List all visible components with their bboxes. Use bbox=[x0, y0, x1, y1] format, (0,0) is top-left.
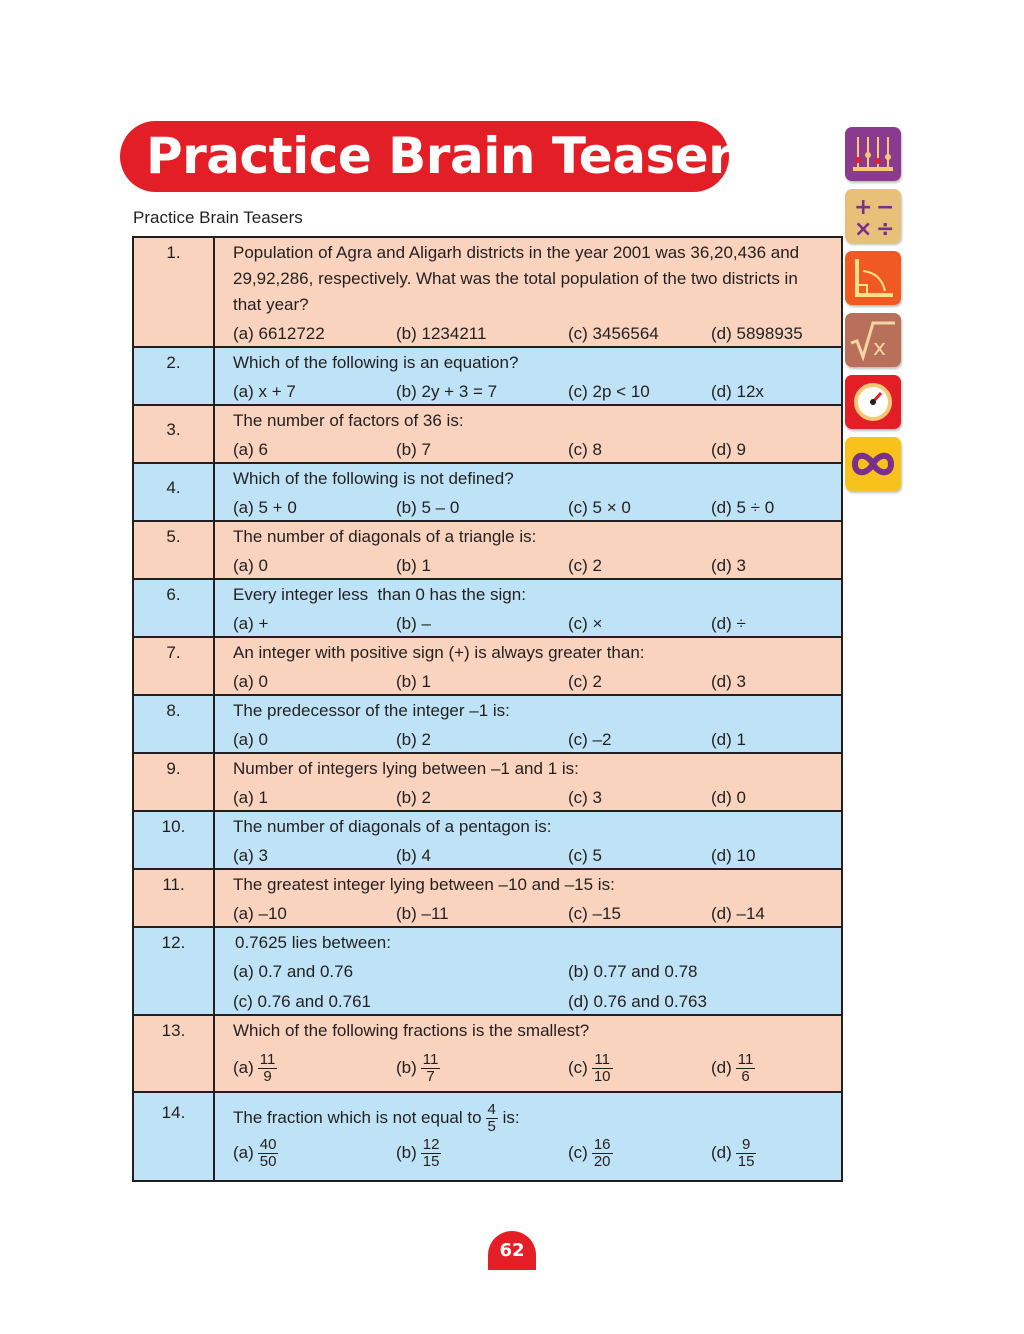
fraction: $\frac{11}{6}$ bbox=[737, 1051, 754, 1086]
option-row bbox=[233, 990, 835, 1014]
option-c[interactable]: (c) $\frac{11}{10}$ bbox=[568, 1051, 611, 1086]
option-c[interactable]: (c) 2p < 10 bbox=[568, 382, 650, 401]
option-c[interactable]: (c) –15 bbox=[568, 904, 621, 923]
svg-text:÷: ÷ bbox=[876, 217, 895, 242]
question-number: 9. bbox=[166, 759, 181, 778]
option-row bbox=[233, 786, 835, 810]
option-b[interactable]: (b) 2 bbox=[396, 730, 431, 749]
option-b[interactable]: (b) 0.77 and 0.78 bbox=[568, 962, 698, 981]
option-b[interactable]: (b) 1234211 bbox=[396, 324, 487, 343]
square-root-icon bbox=[845, 313, 901, 367]
option-d[interactable]: (d) 1 bbox=[711, 730, 746, 749]
option-a[interactable]: (a) x + 7 bbox=[233, 382, 296, 401]
question-text: that year? bbox=[233, 295, 309, 314]
question-text: The greatest integer lying between –10 and –15 is: bbox=[233, 875, 615, 894]
option-c[interactable]: (c) × bbox=[568, 614, 603, 633]
question-number: 11. bbox=[162, 875, 185, 894]
option-row bbox=[233, 1135, 835, 1171]
question-text: The number of factors of 36 is: bbox=[233, 411, 464, 430]
question-text: The number of diagonals of a triangle is: bbox=[233, 527, 537, 546]
option-d[interactable]: (d) 10 bbox=[711, 846, 756, 865]
fraction: $\frac{9}{15}$ bbox=[737, 1136, 755, 1171]
question-row bbox=[134, 1014, 841, 1091]
option-a[interactable]: (a) 6612722 bbox=[233, 324, 325, 343]
option-c[interactable]: (c) 2 bbox=[568, 672, 602, 691]
option-a[interactable]: (a) 0 bbox=[233, 672, 268, 691]
question-number: 7. bbox=[166, 643, 181, 662]
question-text: An integer with positive sign (+) is always greater than: bbox=[233, 643, 645, 662]
option-d[interactable]: (d) 3 bbox=[711, 556, 746, 575]
option-a[interactable]: (a) $\frac{11}{9}$ bbox=[233, 1051, 276, 1086]
question-text: The predecessor of the integer –1 is: bbox=[233, 701, 510, 720]
option-d[interactable]: (d) ÷ bbox=[711, 614, 746, 633]
option-d[interactable]: (d) 0.76 and 0.763 bbox=[568, 992, 707, 1011]
question-text: Which of the following is not defined? bbox=[233, 469, 514, 488]
title-banner bbox=[120, 121, 762, 192]
question-text: Which of the following fractions is the smallest? bbox=[233, 1021, 590, 1040]
question-row bbox=[134, 868, 841, 926]
infinity-icon bbox=[845, 437, 901, 491]
question-row bbox=[134, 578, 841, 636]
option-row bbox=[233, 322, 835, 346]
option-d[interactable]: (d) 5 ÷ 0 bbox=[711, 498, 775, 517]
question-number: 10. bbox=[161, 817, 186, 836]
option-c[interactable]: (c) $\frac{16}{20}$ bbox=[568, 1136, 611, 1171]
option-row bbox=[233, 960, 835, 984]
option-b[interactable]: (b) 5 – 0 bbox=[396, 498, 460, 517]
question-text: Which of the following is an equation? bbox=[233, 353, 519, 372]
question-row bbox=[134, 1091, 841, 1180]
option-row bbox=[233, 380, 835, 404]
arithmetic-operators-icon bbox=[845, 189, 901, 243]
option-row bbox=[233, 1050, 835, 1086]
option-b[interactable]: (b) $\frac{11}{7}$ bbox=[396, 1051, 439, 1086]
fraction: $\frac{11}{10}$ bbox=[593, 1051, 611, 1086]
abacus-icon bbox=[845, 127, 901, 181]
question-text: 29,92,286, respectively. What was the total population of the two districts in bbox=[233, 269, 798, 288]
option-a[interactable]: (a) 5 + 0 bbox=[233, 498, 297, 517]
option-a[interactable]: (a) 0.7 and 0.76 bbox=[233, 962, 354, 981]
option-c[interactable]: (c) 3456564 bbox=[568, 324, 659, 343]
question-number: 2. bbox=[166, 353, 181, 372]
option-a[interactable]: (a) 0 bbox=[233, 556, 268, 575]
option-d[interactable]: (d) 3 bbox=[711, 672, 746, 691]
option-row bbox=[233, 496, 835, 520]
question-text: The fraction which is not equal to $\frac{4}{5}$ is: bbox=[233, 1101, 520, 1136]
option-d[interactable]: (d) 0 bbox=[711, 788, 746, 807]
question-number: 12. bbox=[161, 933, 186, 952]
option-a[interactable]: (a) –10 bbox=[233, 904, 287, 923]
question-number: 14. bbox=[161, 1103, 186, 1122]
questions-table bbox=[132, 236, 843, 1182]
option-row bbox=[233, 728, 835, 752]
svg-text:×: × bbox=[854, 217, 873, 242]
right-angle-icon bbox=[845, 251, 901, 305]
question-number: 13. bbox=[161, 1021, 186, 1040]
option-c[interactable]: (c) 0.76 and 0.761 bbox=[233, 992, 371, 1011]
option-row bbox=[233, 670, 835, 694]
question-text: The number of diagonals of a pentagon is: bbox=[233, 817, 552, 836]
option-c[interactable]: (c) 5 bbox=[568, 846, 602, 865]
question-row bbox=[134, 520, 841, 578]
question-text: Every integer less than 0 has the sign: bbox=[233, 585, 526, 604]
option-b[interactable]: (b) 2 bbox=[396, 788, 431, 807]
option-d[interactable]: (d) –14 bbox=[711, 904, 765, 923]
option-c[interactable]: (c) 8 bbox=[568, 440, 602, 459]
question-row bbox=[134, 462, 841, 520]
question-row bbox=[134, 752, 841, 810]
question-row bbox=[134, 404, 841, 462]
option-c[interactable]: (c) 2 bbox=[568, 556, 602, 575]
question-row bbox=[134, 810, 841, 868]
svg-text:−: − bbox=[876, 195, 895, 220]
option-a[interactable]: (a) $\frac{40}{50}$ bbox=[233, 1136, 277, 1171]
option-b[interactable]: (b) 4 bbox=[396, 846, 431, 865]
fraction: $\frac{40}{50}$ bbox=[259, 1136, 277, 1171]
side-icon-strip bbox=[845, 127, 901, 499]
question-number: 4. bbox=[166, 478, 181, 497]
question-row bbox=[134, 636, 841, 694]
option-a[interactable]: (a) 0 bbox=[233, 730, 268, 749]
question-row bbox=[134, 346, 841, 404]
option-c[interactable]: (c) 5 × 0 bbox=[568, 498, 631, 517]
option-c[interactable]: (c) 3 bbox=[568, 788, 602, 807]
option-b[interactable]: (b) 7 bbox=[396, 440, 431, 459]
svg-text:x: x bbox=[873, 336, 887, 361]
option-row bbox=[233, 902, 835, 926]
option-c[interactable]: (c) –2 bbox=[568, 730, 612, 749]
fraction: $\frac{16}{20}$ bbox=[593, 1136, 611, 1171]
option-b[interactable]: (b) 2y + 3 = 7 bbox=[396, 382, 498, 401]
option-d[interactable]: (d) 9 bbox=[711, 440, 746, 459]
fraction: $\frac{12}{15}$ bbox=[422, 1136, 440, 1171]
fraction: $\frac{11}{9}$ bbox=[259, 1051, 276, 1086]
option-d[interactable]: (d) $\frac{9}{15}$ bbox=[711, 1136, 755, 1171]
fraction: $\frac{11}{7}$ bbox=[422, 1051, 439, 1086]
option-b[interactable]: (b) 1 bbox=[396, 556, 431, 575]
question-row bbox=[134, 694, 841, 752]
question-number: 5. bbox=[166, 527, 181, 546]
question-number: 1. bbox=[166, 243, 181, 262]
option-d[interactable]: (d) 5898935 bbox=[711, 324, 803, 343]
question-text: 0.7625 lies between: bbox=[235, 933, 391, 952]
question-text: Population of Agra and Aligarh districts in the year 2001 was 36,20,436 and bbox=[233, 243, 800, 262]
option-a[interactable]: (a) 3 bbox=[233, 846, 268, 865]
option-row bbox=[233, 612, 835, 636]
option-b[interactable]: (b) –11 bbox=[396, 904, 449, 923]
option-b[interactable]: (b) 1 bbox=[396, 672, 431, 691]
section-subtitle: Practice Brain Teasers bbox=[133, 208, 303, 227]
fraction: $\frac{4}{5}$ bbox=[487, 1101, 496, 1136]
page-title: Practice Brain Teasers bbox=[146, 127, 762, 185]
question-number: 8. bbox=[166, 701, 181, 720]
option-b[interactable]: (b) – bbox=[396, 614, 431, 633]
option-d[interactable]: (d) 12x bbox=[711, 382, 764, 401]
question-number: 6. bbox=[166, 585, 181, 604]
option-row bbox=[233, 438, 835, 462]
option-row bbox=[233, 554, 835, 578]
option-row bbox=[233, 844, 835, 868]
question-text: Number of integers lying between –1 and 1 is: bbox=[233, 759, 579, 778]
option-b[interactable]: (b) $\frac{12}{15}$ bbox=[396, 1136, 440, 1171]
gauge-icon bbox=[845, 375, 901, 429]
option-a[interactable]: (a) 6 bbox=[233, 440, 268, 459]
question-row bbox=[134, 238, 841, 346]
option-a[interactable]: (a) 1 bbox=[233, 788, 268, 807]
question-row bbox=[134, 926, 841, 1014]
svg-text:+: + bbox=[854, 195, 873, 220]
option-a[interactable]: (a) + bbox=[233, 614, 269, 633]
option-d[interactable]: (d) $\frac{11}{6}$ bbox=[711, 1051, 754, 1086]
question-number: 3. bbox=[166, 420, 181, 439]
page-number: 62 bbox=[488, 1231, 536, 1270]
